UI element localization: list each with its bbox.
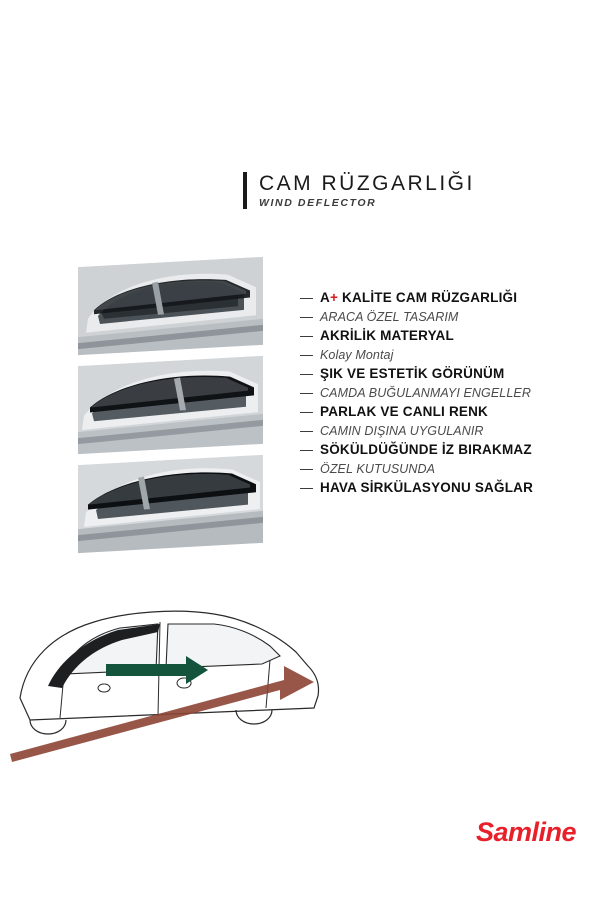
list-item <box>300 404 582 419</box>
dash-icon: — <box>300 290 313 305</box>
feature-text-8: SÖKÜLDÜĞÜNDE İZ BIRAKMAZ <box>320 442 532 457</box>
photo-gallery <box>78 262 263 549</box>
dash-icon: — <box>300 308 313 324</box>
dash-icon: — <box>300 366 313 381</box>
dash-icon: — <box>300 480 313 495</box>
feature-text-10: HAVA SİRKÜLASYONU SAĞLAR <box>320 480 534 495</box>
feature-text-2: AKRİLİK MATERYAL <box>320 328 454 343</box>
dash-icon: — <box>300 442 313 457</box>
brand-logo: Samline <box>475 817 576 847</box>
feature-text-3: Kolay Montaj <box>320 347 394 362</box>
feature-list <box>300 290 582 500</box>
dash-icon: — <box>300 404 313 419</box>
product-photo-3 <box>78 455 263 553</box>
list-item <box>300 442 582 457</box>
title-subtitle: WIND DEFLECTOR <box>259 197 377 210</box>
list-item <box>300 328 582 343</box>
feature-text-7: CAMIN DIŞINA UYGULANIR <box>320 423 484 438</box>
feature-text-1: ARACA ÖZEL TASARIM <box>320 309 459 324</box>
list-item <box>300 480 582 495</box>
feature-text-9: ÖZEL KUTUSUNDA <box>320 461 436 476</box>
list-item <box>300 424 582 438</box>
dash-icon: — <box>300 346 313 362</box>
dash-icon: — <box>300 422 313 438</box>
dash-icon: — <box>300 328 313 343</box>
product-photo-1 <box>78 257 263 355</box>
list-item <box>300 290 582 305</box>
page-title <box>243 172 475 209</box>
feature-text-4: ŞIK VE ESTETİK GÖRÜNÜM <box>320 366 505 381</box>
plus-icon: + <box>329 290 339 305</box>
title-main: CAM RÜZGARLIĞI <box>259 172 475 195</box>
list-item <box>300 310 582 324</box>
dash-icon: — <box>300 460 313 476</box>
car-airflow-diagram <box>8 548 338 763</box>
list-item <box>300 366 582 381</box>
list-item <box>300 348 582 362</box>
title-accent-bar <box>243 172 247 209</box>
feature-text-0: A+ KALİTE CAM RÜZGARLIĞI <box>320 290 518 305</box>
feature-text-6: PARLAK VE CANLI RENK <box>320 404 489 419</box>
list-item <box>300 462 582 476</box>
feature-text-5: CAMDA BUĞULANMAYI ENGELLER <box>320 385 531 400</box>
dash-icon: — <box>300 384 313 400</box>
list-item <box>300 386 582 400</box>
product-photo-2 <box>78 356 263 454</box>
